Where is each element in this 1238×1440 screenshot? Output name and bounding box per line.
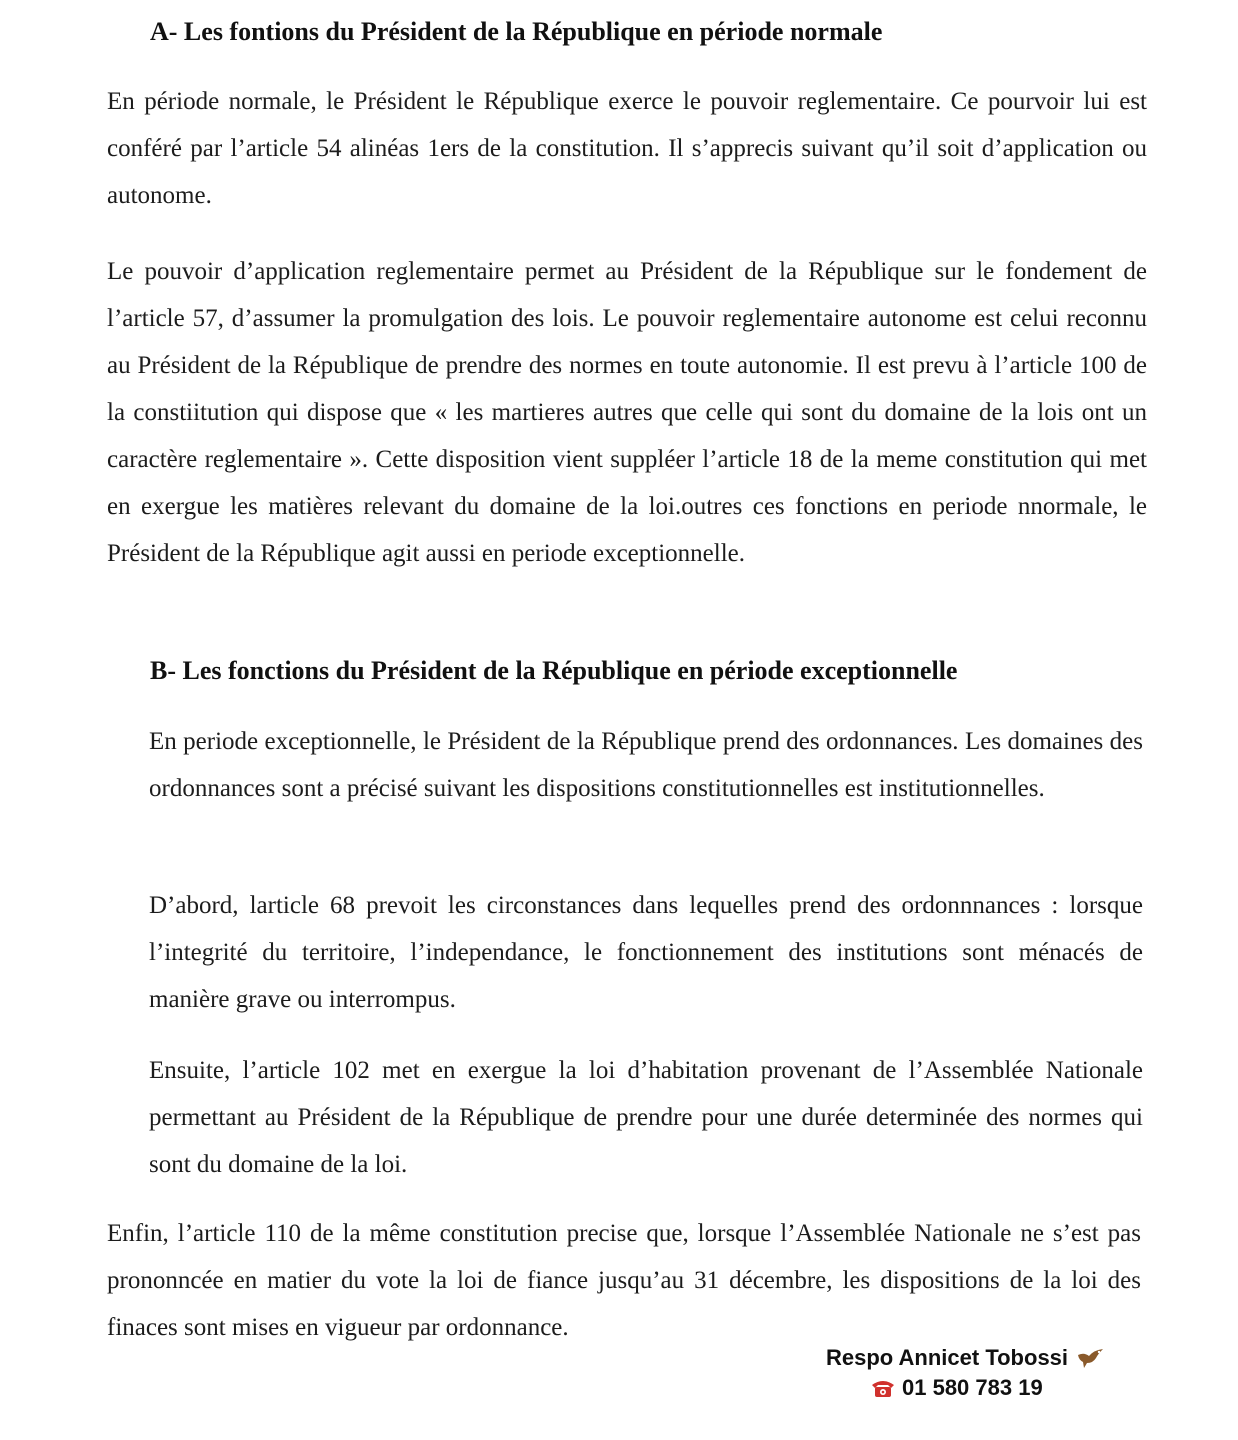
signature-phone: 01 580 783 19 xyxy=(902,1375,1043,1400)
signature-name-line xyxy=(826,1343,1106,1373)
signature-phone-line xyxy=(826,1373,1106,1403)
section-a-heading: A- Les fontions du Président de la République en période normale xyxy=(150,17,883,46)
bird-icon xyxy=(1076,1346,1106,1370)
paragraph-regulatory-power: Le pouvoir d’application reglementaire permet au Président de la République sur le fondement de l’article 57, d’assumer la promulgation des lois. Le pouvoir reglementaire autonome est celui reconnu au Président de la République de prendre des normes en toute autonomie. Il est prevu à l’article 100 de la constiitution qui dispose que « les martieres autres que celle qui sont du domaine de la lois ont un caractère reglementaire ». Cette disposition vient suppléer l’article 18 de la meme constitution qui met en exergue les matières relevant du domaine de la loi.outres ces fonctions en periode nnormale, le Président de la République agit aussi en periode exceptionnelle. xyxy=(107,258,1147,567)
paragraph-article-68: D’abord, larticle 68 prevoit les circonstances dans lequelles prend des ordonnnances : lorsque l’integrité du territoire, l’independance, le fonctionnement des institutions sont ménacés de manière grave ou interrompus. xyxy=(149,892,1143,1013)
signature-name: Respo Annicet Tobossi xyxy=(826,1345,1069,1370)
signature-block xyxy=(826,1343,1106,1403)
telephone-icon xyxy=(870,1377,896,1399)
paragraph-article-102: Ensuite, l’article 102 met en exergue la loi d’habitation provenant de l’Assemblée Nationale permettant au Président de la République de prendre pour une durée determinée des normes qui sont du domaine de la loi. xyxy=(149,1057,1143,1178)
section-b-heading: B- Les fonctions du Président de la République en période exceptionnelle xyxy=(150,656,958,685)
paragraph-normal-period-intro: En période normale, le Président le République exerce le pouvoir reglementaire. Ce pourvoir lui est conféré par l’article 54 alinéas 1ers de la constitution. Il s’apprecis suivant qu’il soit d’application ou autonome. xyxy=(107,88,1147,209)
paragraph-exceptional-period-intro: En periode exceptionnelle, le Président de la République prend des ordonnances. Les domaines des ordonnances sont a précisé suivant les dispositions constitutionnelles est institutionnelles. xyxy=(149,728,1143,802)
paragraph-article-110: Enfin, l’article 110 de la même constitution precise que, lorsque l’Assemblée Nationale ne s’est pas prononncée en matier du vote la loi de fiance jusqu’au 31 décembre, les dispositions de la loi des finaces sont mises en vigueur par ordonnance. xyxy=(107,1220,1141,1341)
